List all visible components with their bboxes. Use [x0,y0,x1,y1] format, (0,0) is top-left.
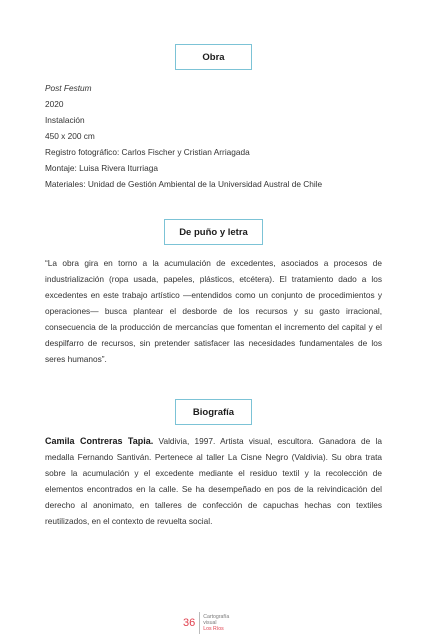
section-heading-obra [175,44,252,70]
publication-name [203,614,229,633]
artwork-dimensions: 450 x 200 cm [45,131,95,141]
artwork-montaje: Montaje: Luisa Rivera Iturriaga [45,163,158,173]
section-heading-label: De puño y letra [179,226,248,238]
publication-line-3: Los Ríos [203,626,224,633]
page-footer [183,611,229,635]
page-number: 36 [183,612,200,634]
artwork-year: 2020 [45,99,64,109]
artwork-info [45,80,382,192]
publication-line-2: visual [203,619,217,626]
section-heading-label: Biografía [192,406,235,418]
artwork-photo-credit: Registro fotográfico: Carlos Fischer y Cristian Arriagada [45,147,250,157]
artist-statement: “La obra gira en torno a la acumulación de excedentes, asociados a procesos de industrialización (ropa usada, papeles, plásticos, etcétera). El tratamiento dado a los excedentes en este trabajo artístico —entendidos como un conjunto de procedimientos y operaciones— busca plantear el desborde de los recursos y su gasto irracional, consecuencia de la producción de mercancías que fomentan el incremento del capital y el despilfarro de recursos, sin pretender satisfacer las necesidades fundamentales de los seres humanos”. [45,258,382,364]
publication-line-1: Cartografía [203,613,230,620]
section-heading-label: Obra [202,51,225,63]
artist-name: Camila Contreras Tapia. [45,436,154,446]
section-heading-puno [164,219,263,245]
artwork-materials: Materiales: Unidad de Gestión Ambiental de la Universidad Austral de Chile [45,179,323,189]
artwork-type: Instalación [45,115,85,125]
section-heading-bio [175,399,252,425]
artwork-title: Post Festum [45,83,92,93]
artist-biography [45,433,382,529]
biography-text: Valdivia, 1997. Artista visual, escultora. Ganadora de la medalla Fernando Santiván. Pertenece al taller La Cisne Negro (Valdivia). Su obra trata sobre la acumulación y el excedente mediante el residuo textil y la recolección de elementos encontrados en la calle. Se ha desempeñado en pos de la reivindicación del derecho al anonimato, en talleres de confección de capuchas hechas con textiles reutilizados, en el contexto de revuelta social. [45,436,382,526]
